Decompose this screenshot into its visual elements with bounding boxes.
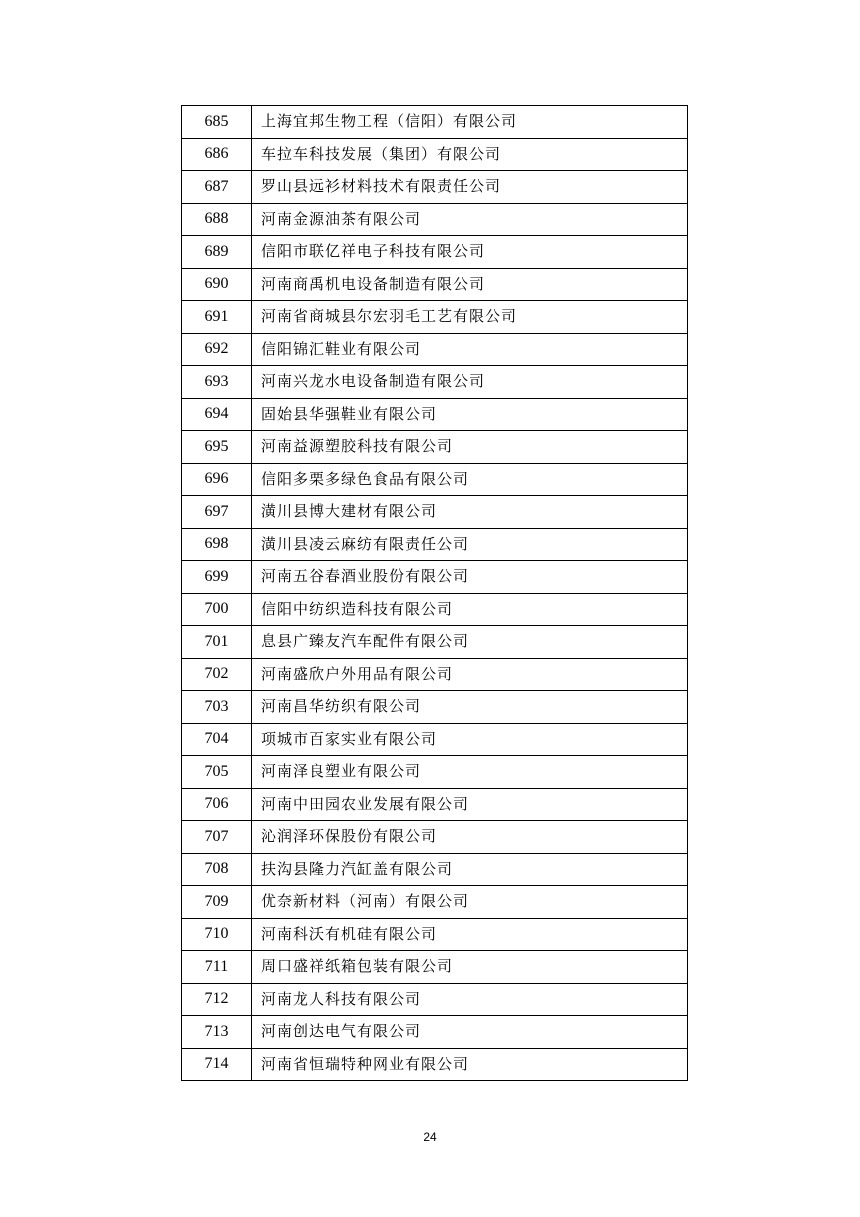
company-name: 河南金源油茶有限公司 [252, 203, 688, 236]
company-list-body [182, 106, 688, 1081]
row-number: 690 [182, 268, 252, 301]
row-number: 706 [182, 788, 252, 821]
company-name: 河南省商城县尔宏羽毛工艺有限公司 [252, 301, 688, 334]
row-number: 687 [182, 171, 252, 204]
row-number: 695 [182, 431, 252, 464]
company-name: 河南科沃有机硅有限公司 [252, 918, 688, 951]
row-number: 696 [182, 463, 252, 496]
table-row [182, 853, 688, 886]
row-number: 701 [182, 626, 252, 659]
row-number: 714 [182, 1048, 252, 1081]
company-name: 河南泽良塑业有限公司 [252, 756, 688, 789]
row-number: 688 [182, 203, 252, 236]
company-list-table [181, 105, 688, 1081]
row-number: 694 [182, 398, 252, 431]
table-row [182, 788, 688, 821]
table-row [182, 918, 688, 951]
company-name: 河南中田园农业发展有限公司 [252, 788, 688, 821]
company-name: 河南盛欣户外用品有限公司 [252, 658, 688, 691]
company-name: 河南省恒瑞特种网业有限公司 [252, 1048, 688, 1081]
row-number: 692 [182, 333, 252, 366]
page-number: 24 [423, 1130, 437, 1144]
company-name: 潢川县凌云麻纺有限责任公司 [252, 528, 688, 561]
company-name: 沁润泽环保股份有限公司 [252, 821, 688, 854]
table-row [182, 138, 688, 171]
company-name: 固始县华强鞋业有限公司 [252, 398, 688, 431]
row-number: 691 [182, 301, 252, 334]
company-name: 上海宜邦生物工程（信阳）有限公司 [252, 106, 688, 139]
table-row [182, 593, 688, 626]
company-name: 项城市百家实业有限公司 [252, 723, 688, 756]
row-number: 710 [182, 918, 252, 951]
table-row [182, 821, 688, 854]
table-row [182, 723, 688, 756]
company-name: 信阳锦汇鞋业有限公司 [252, 333, 688, 366]
company-name: 信阳中纺织造科技有限公司 [252, 593, 688, 626]
row-number: 713 [182, 1016, 252, 1049]
row-number: 697 [182, 496, 252, 529]
company-name: 潢川县博大建材有限公司 [252, 496, 688, 529]
row-number: 693 [182, 366, 252, 399]
table-row [182, 1016, 688, 1049]
row-number: 711 [182, 951, 252, 984]
table-row [182, 203, 688, 236]
table-row [182, 528, 688, 561]
row-number: 708 [182, 853, 252, 886]
company-name: 河南龙人科技有限公司 [252, 983, 688, 1016]
table-row [182, 431, 688, 464]
row-number: 699 [182, 561, 252, 594]
company-name: 河南益源塑胶科技有限公司 [252, 431, 688, 464]
table-row [182, 756, 688, 789]
row-number: 702 [182, 658, 252, 691]
row-number: 703 [182, 691, 252, 724]
table-row [182, 951, 688, 984]
company-name: 河南五谷春酒业股份有限公司 [252, 561, 688, 594]
table-row [182, 496, 688, 529]
table-row [182, 236, 688, 269]
table-row [182, 268, 688, 301]
row-number: 709 [182, 886, 252, 919]
company-name: 河南商禹机电设备制造有限公司 [252, 268, 688, 301]
table-row [182, 626, 688, 659]
company-name: 优奈新材料（河南）有限公司 [252, 886, 688, 919]
row-number: 705 [182, 756, 252, 789]
row-number: 704 [182, 723, 252, 756]
table-row [182, 1048, 688, 1081]
row-number: 698 [182, 528, 252, 561]
company-name: 河南创达电气有限公司 [252, 1016, 688, 1049]
company-name: 息县广臻友汽车配件有限公司 [252, 626, 688, 659]
table-row [182, 366, 688, 399]
table-row [182, 658, 688, 691]
company-name: 罗山县远衫材料技术有限责任公司 [252, 171, 688, 204]
company-name: 河南昌华纺织有限公司 [252, 691, 688, 724]
table-row [182, 398, 688, 431]
table-row [182, 301, 688, 334]
company-name: 信阳多栗多绿色食品有限公司 [252, 463, 688, 496]
table-row [182, 983, 688, 1016]
row-number: 686 [182, 138, 252, 171]
table-row [182, 886, 688, 919]
company-name: 周口盛祥纸箱包装有限公司 [252, 951, 688, 984]
table-row [182, 463, 688, 496]
company-name: 河南兴龙水电设备制造有限公司 [252, 366, 688, 399]
table-row [182, 171, 688, 204]
row-number: 700 [182, 593, 252, 626]
company-name: 车拉车科技发展（集团）有限公司 [252, 138, 688, 171]
row-number: 707 [182, 821, 252, 854]
company-name: 信阳市联亿祥电子科技有限公司 [252, 236, 688, 269]
table-row [182, 561, 688, 594]
table-row [182, 333, 688, 366]
row-number: 689 [182, 236, 252, 269]
table-row [182, 691, 688, 724]
row-number: 712 [182, 983, 252, 1016]
table-row [182, 106, 688, 139]
row-number: 685 [182, 106, 252, 139]
company-name: 扶沟县隆力汽缸盖有限公司 [252, 853, 688, 886]
